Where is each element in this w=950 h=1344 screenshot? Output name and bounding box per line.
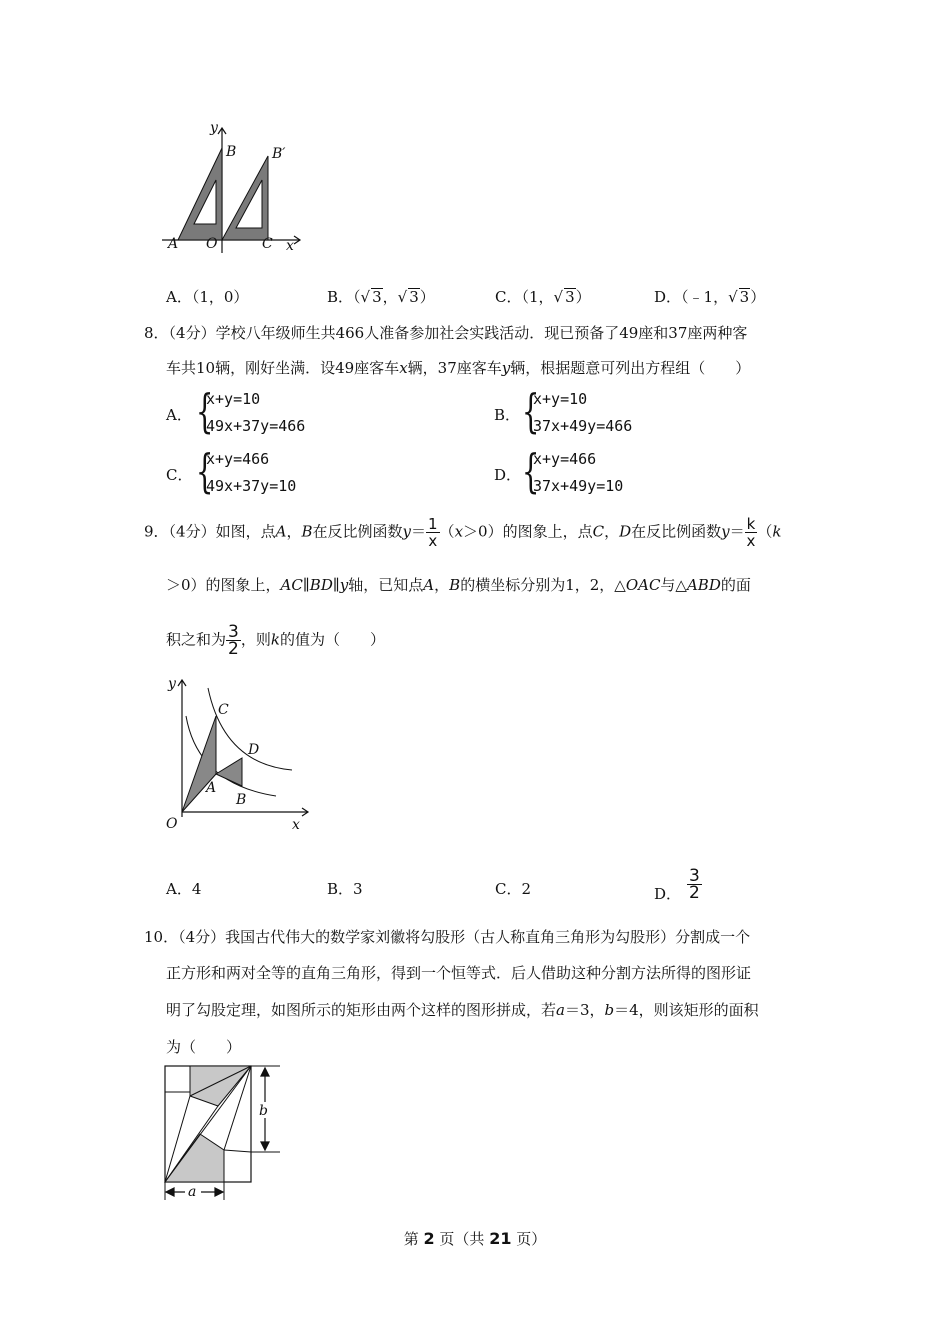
question-number: 8． [144, 324, 169, 342]
fraction: $\frac{k}{x}$ [746, 515, 756, 550]
q8-system-c: x+y=466 49x+37y=10 [206, 450, 297, 495]
q9-option-d[interactable]: D． $\frac{3}{2}$ [654, 866, 700, 903]
q10-label-a: a [188, 1184, 197, 1200]
q7-triangle-left [178, 148, 222, 240]
q9-label-b: B [236, 792, 247, 808]
page-total: 21 [489, 1229, 512, 1248]
sqrt-icon: √ [728, 288, 738, 306]
page-footer: 第 2 页（共 21 页） [403, 1229, 547, 1248]
q7-label-bprime: B′ [272, 146, 286, 162]
q9-label-x: x [292, 817, 300, 833]
q8-line2: 车共10辆，刚好坐满．设49座客车x辆，37座客车y辆，根据题意可列出方程组（ ） [166, 359, 751, 377]
sqrt-icon: √ [553, 288, 564, 306]
q7-option-a[interactable] [166, 286, 248, 307]
q9-label-a: A [206, 780, 217, 796]
q9-option-b[interactable]: B．3 [327, 880, 363, 898]
q9-label-y: y [168, 676, 176, 692]
option-label: D． [654, 288, 682, 306]
q7-label-b: B [226, 144, 237, 160]
option-text: （1，0） [191, 288, 249, 306]
brace-icon: { [521, 384, 540, 438]
q10-figure [160, 1062, 290, 1204]
q8-option-a[interactable]: A． [166, 406, 192, 424]
q10-shaded-bottom [165, 1134, 224, 1182]
fraction: $\frac{1}{x}$ [428, 515, 438, 550]
q7-option-c[interactable]: C．（1，√ 3） [495, 288, 591, 306]
sqrt-icon: √ [397, 288, 408, 306]
q10-line3: 明了勾股定理，如图所示的矩形由两个这样的图形拼成，若a＝3，b＝4，则该矩形的面积 [166, 1001, 759, 1019]
q7-figure [160, 118, 310, 258]
q8-system-d: x+y=466 37x+49y=10 [533, 450, 624, 495]
q9-option-c[interactable]: C．2 [495, 880, 532, 898]
q10-line1: 10．（4分）我国古代伟大的数学家刘徽将勾股形（古人称直角三角形为勾股形）分割成一个 [144, 928, 751, 946]
option-label: C． [495, 288, 522, 306]
q9-triangle-abd [216, 758, 242, 786]
q7-label-y: y [210, 120, 218, 136]
question-number: 10． [144, 928, 179, 946]
fraction: $\frac{3}{2}$ [228, 622, 239, 659]
q9-figure [162, 672, 312, 837]
question-number: 9． [144, 522, 169, 541]
q10-line4: 为（ ） [166, 1038, 242, 1056]
q9-line1: 9．（4分）如图，点A，B在反比例函数y＝ $\frac{1}{x}$ （x＞0）的图象上，点C，D在反比例函数y＝ $\frac{k}{x}$ （k [144, 515, 782, 550]
q8-option-b[interactable]: B． [494, 406, 521, 424]
q7-triangle-right [222, 156, 268, 240]
page-number: 2 [423, 1229, 435, 1248]
q9-option-a[interactable]: A．4 [166, 880, 202, 898]
q10-label-b: b [259, 1103, 268, 1119]
q9-triangle-oac [182, 716, 216, 812]
q7-option-d[interactable]: D．（﹣1，√ 3） [654, 288, 766, 306]
q8-system-b: x+y=10 37x+49y=466 [533, 390, 633, 435]
q7-label-c: C [262, 236, 273, 252]
q7-label-x: x [286, 238, 294, 254]
q8-option-d[interactable]: D． [494, 466, 522, 484]
q7-label-a: A [168, 236, 179, 252]
q8-system-a: x+y=10 49x+37y=466 [206, 390, 306, 435]
q8-line1: 8．（4分）学校八年级师生共466人准备参加社会实践活动．现已预备了49座和37座两种客 [144, 324, 748, 342]
brace-icon: { [521, 444, 540, 498]
q8-option-c[interactable]: C． [166, 466, 193, 484]
brace-icon: { [195, 444, 214, 498]
q9-label-c: C [218, 702, 229, 718]
option-label: A． [166, 288, 192, 306]
q9-line2: ＞0）的图象上，AC∥BD∥y轴，已知点A，B的横坐标分别为1，2，△OAC与△ABD的面 [166, 576, 751, 594]
sqrt-icon: √ [360, 288, 371, 306]
option-label: B． [327, 288, 354, 306]
brace-icon: { [195, 384, 214, 438]
q7-option-b[interactable]: B．（√ 3，√ 3） [327, 288, 435, 306]
q9-label-d: D [248, 742, 260, 758]
q9-label-o: O [166, 816, 178, 832]
q7-label-o: O [206, 236, 218, 252]
q9-line3: 积之和为 $\frac{3}{2}$ ，则k的值为（ ） [166, 622, 385, 659]
q10-line2: 正方形和两对全等的直角三角形，得到一个恒等式．后人借助这种分割方法所得的图形证 [166, 964, 752, 982]
fraction: $\frac{3}{2}$ [689, 866, 700, 903]
q10-shaded-top [190, 1066, 251, 1106]
